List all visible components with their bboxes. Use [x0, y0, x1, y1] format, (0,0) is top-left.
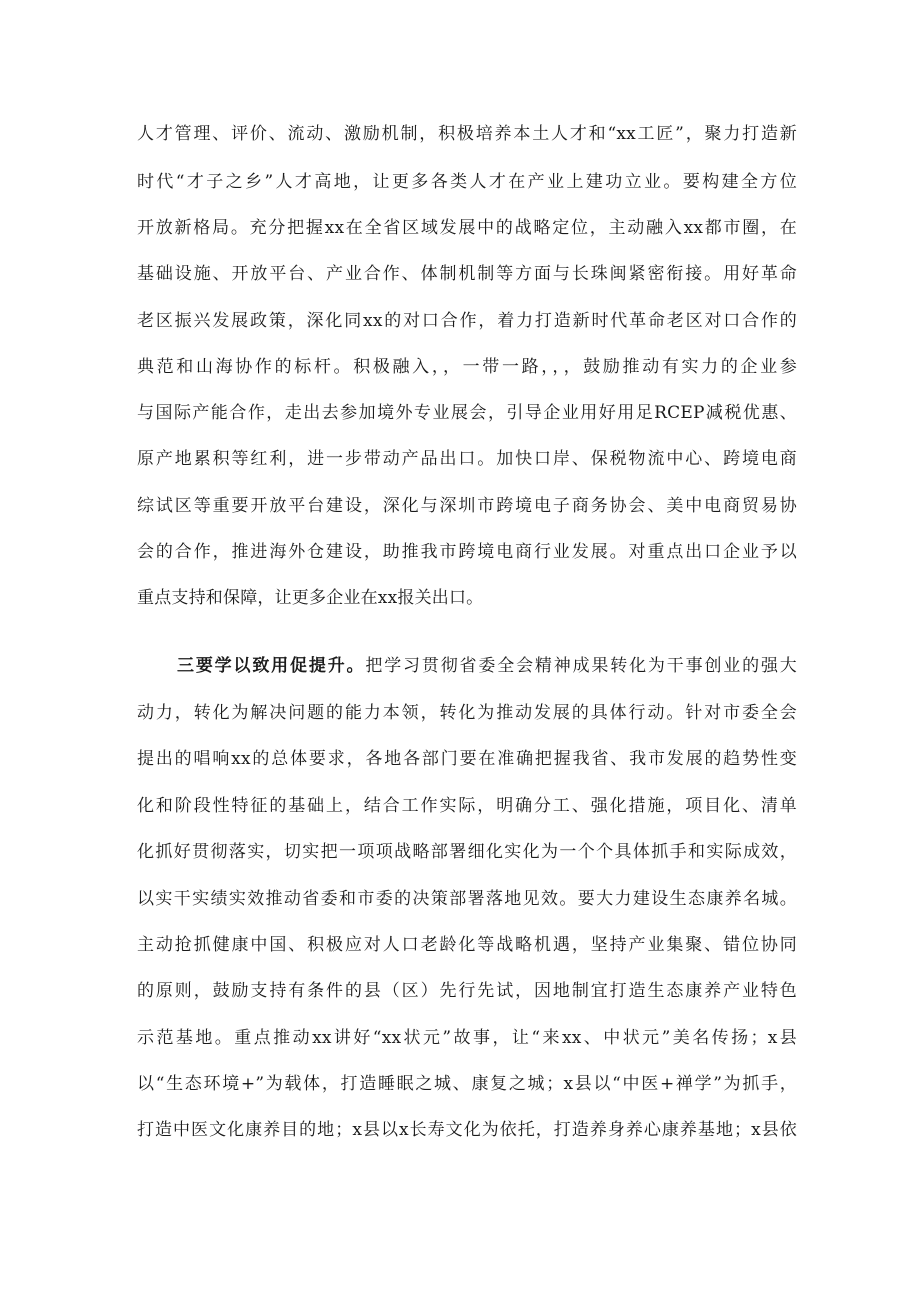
- text-line: 老区振兴发展政策，深化同xx的对口合作，着力打造新时代革命老区对口合作的: [137, 311, 797, 331]
- text-line: 以“生态环境+”为载体，打造睡眠之城、康复之城；x县以“中医+禅学”为抓手，: [137, 1074, 797, 1094]
- text-line: 以实干实绩实效推动省委和市委的决策部署落地见效。要大力建设生态康养名城。: [137, 889, 797, 909]
- text-line: 与国际产能合作，走出去参加境外专业展会，引导企业用好用足RCEP减税优惠、: [137, 403, 797, 423]
- text-line: 化抓好贯彻落实，切实把一项项战略部署细化实化为一个个具体抓手和实际成效，: [137, 842, 797, 862]
- text-line: 动力，转化为解决问题的能力本领，转化为推动发展的具体行动。针对市委全会: [137, 703, 797, 723]
- text-line: 时代“才子之乡”人才高地，让更多各类人才在产业上建功立业。要构建全方位: [137, 172, 797, 192]
- text-line: 化和阶段性特征的基础上，结合工作实际，明确分工、强化措施，项目化、清单: [137, 796, 797, 816]
- text-line: 主动抢抓健康中国、积极应对人口老龄化等战略机遇，坚持产业集聚、错位协同: [137, 935, 797, 955]
- text-line: 综试区等重要开放平台建设，深化与深圳市跨境电子商务协会、美中电商贸易协: [137, 496, 797, 516]
- section-heading: 三要学以致用促提升。: [177, 656, 366, 676]
- text-line: 重点支持和保障，让更多企业在xx报关出口。: [137, 588, 484, 608]
- text-line: 人才管理、评价、流动、激励机制，积极培养本土人才和“xx工匠”，聚力打造新: [137, 124, 797, 144]
- text-line: 原产地累积等红利，进一步带动产品出口。加快口岸、保税物流中心、跨境电商: [137, 449, 797, 469]
- text-line: 开放新格局。充分把握xx在全省区域发展中的战略定位，主动融入xx都市圈，在: [137, 218, 797, 238]
- text-line: 打造中医文化康养目的地；x县以x长寿文化为依托，打造养身养心康养基地；x县依: [137, 1120, 797, 1140]
- text-line: 的原则，鼓励支持有条件的县（区）先行先试，因地制宜打造生态康养产业特色: [137, 981, 797, 1001]
- text-line: 基础设施、开放平台、产业合作、体制机制等方面与长珠闽紧密衔接。用好革命: [137, 264, 797, 284]
- text-line: 会的合作，推进海外仓建设，助推我市跨境电商行业发展。对重点出口企业予以: [137, 542, 797, 562]
- text-line: 提出的唱响xx的总体要求，各地各部门要在准确把握我省、我市发展的趋势性变: [137, 749, 797, 769]
- paragraph-first-line: [177, 650, 797, 682]
- text-line: 示范基地。重点推动xx讲好“xx状元”故事，让“来xx、中状元”美名传扬；x县: [137, 1028, 797, 1048]
- first-line-text: 把学习贯彻省委全会精神成果转化为干事创业的强大: [365, 656, 797, 676]
- text-line: 典范和山海协作的标杆。积极融入，，一带一路，，，鼓励推动有实力的企业参: [137, 357, 797, 377]
